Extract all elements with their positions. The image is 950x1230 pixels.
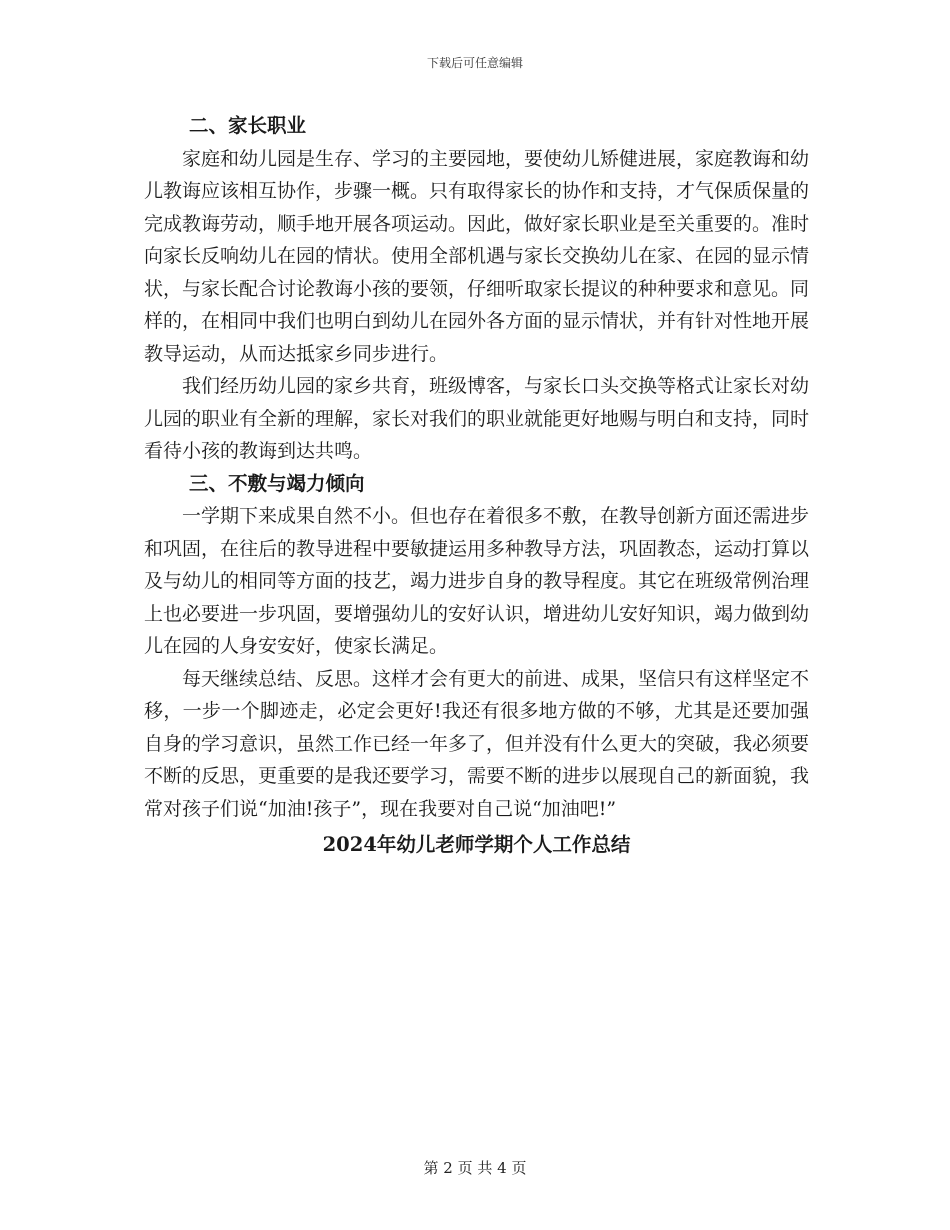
page-header-note: 下载后可任意编辑	[426, 56, 523, 70]
paragraph: 每天继续总结、反思。这样才会有更大的前进、成果，坚信只有这样坚定不移，一步一个脚迹走，必定会更好!我还有很多地方做的不够，尤其是还要加强自身的学习意识，虽然工作已经一年多了，但并没有什么更大的突破，我必须要不断的反思，更重要的是我还要学习，需要不断的进步以展现自己的新面貌，我常对孩子们说“加油!孩子”，现在我要对自己说“加油吧!”	[144, 667, 810, 820]
section-heading-shortcomings: 三、不敷与竭力倾向	[189, 471, 365, 495]
paragraph: 一学期下来成果自然不小。但也存在着很多不敷，在教导创新方面还需进步和巩固，在往后的教导进程中要敏捷运用多种教导方法，巩固教态，运动打算以及与幼儿的相同等方面的技艺，竭力进步自身的教导程度。其它在班级常例治理上也必要进一步巩固，要增强幼儿的安好认识，增进幼儿安好知识，竭力做到幼儿在园的人身安安好，使家长满足。	[144, 505, 810, 657]
paragraph: 我们经历幼儿园的家乡共育，班级博客，与家长口头交换等格式让家长对幼儿园的职业有全新的理解，家长对我们的职业就能更好地赐与明白和支持，同时看待小孩的教诲到达共鸣。	[144, 375, 810, 462]
page-number: 第 2 页 共 4 页	[423, 1159, 527, 1177]
section-heading-parent-work: 二、家长职业	[189, 114, 307, 137]
document-body	[144, 110, 809, 862]
next-document-title: 2024年幼儿老师学期个人工作总结	[322, 833, 631, 856]
paragraph: 家庭和幼儿园是生存、学习的主要园地，要使幼儿矫健进展，家庭教诲和幼儿教诲应该相互协作，步骤一概。只有取得家长的协作和支持，才气保质保量的完成教诲劳动，顺手地开展各项运动。因此，做好家长职业是至关重要的。准时向家长反响幼儿在园的情状。使用全部机遇与家长交换幼儿在家、在园的显示情状，与家长配合讨论教诲小孩的要领，仔细听取家长提议的种种要求和意见。同样的，在相同中我们也明白到幼儿在园外各方面的显示情状，并有针对性地开展教导运动，从而达抵家乡同步进行。	[144, 147, 810, 365]
